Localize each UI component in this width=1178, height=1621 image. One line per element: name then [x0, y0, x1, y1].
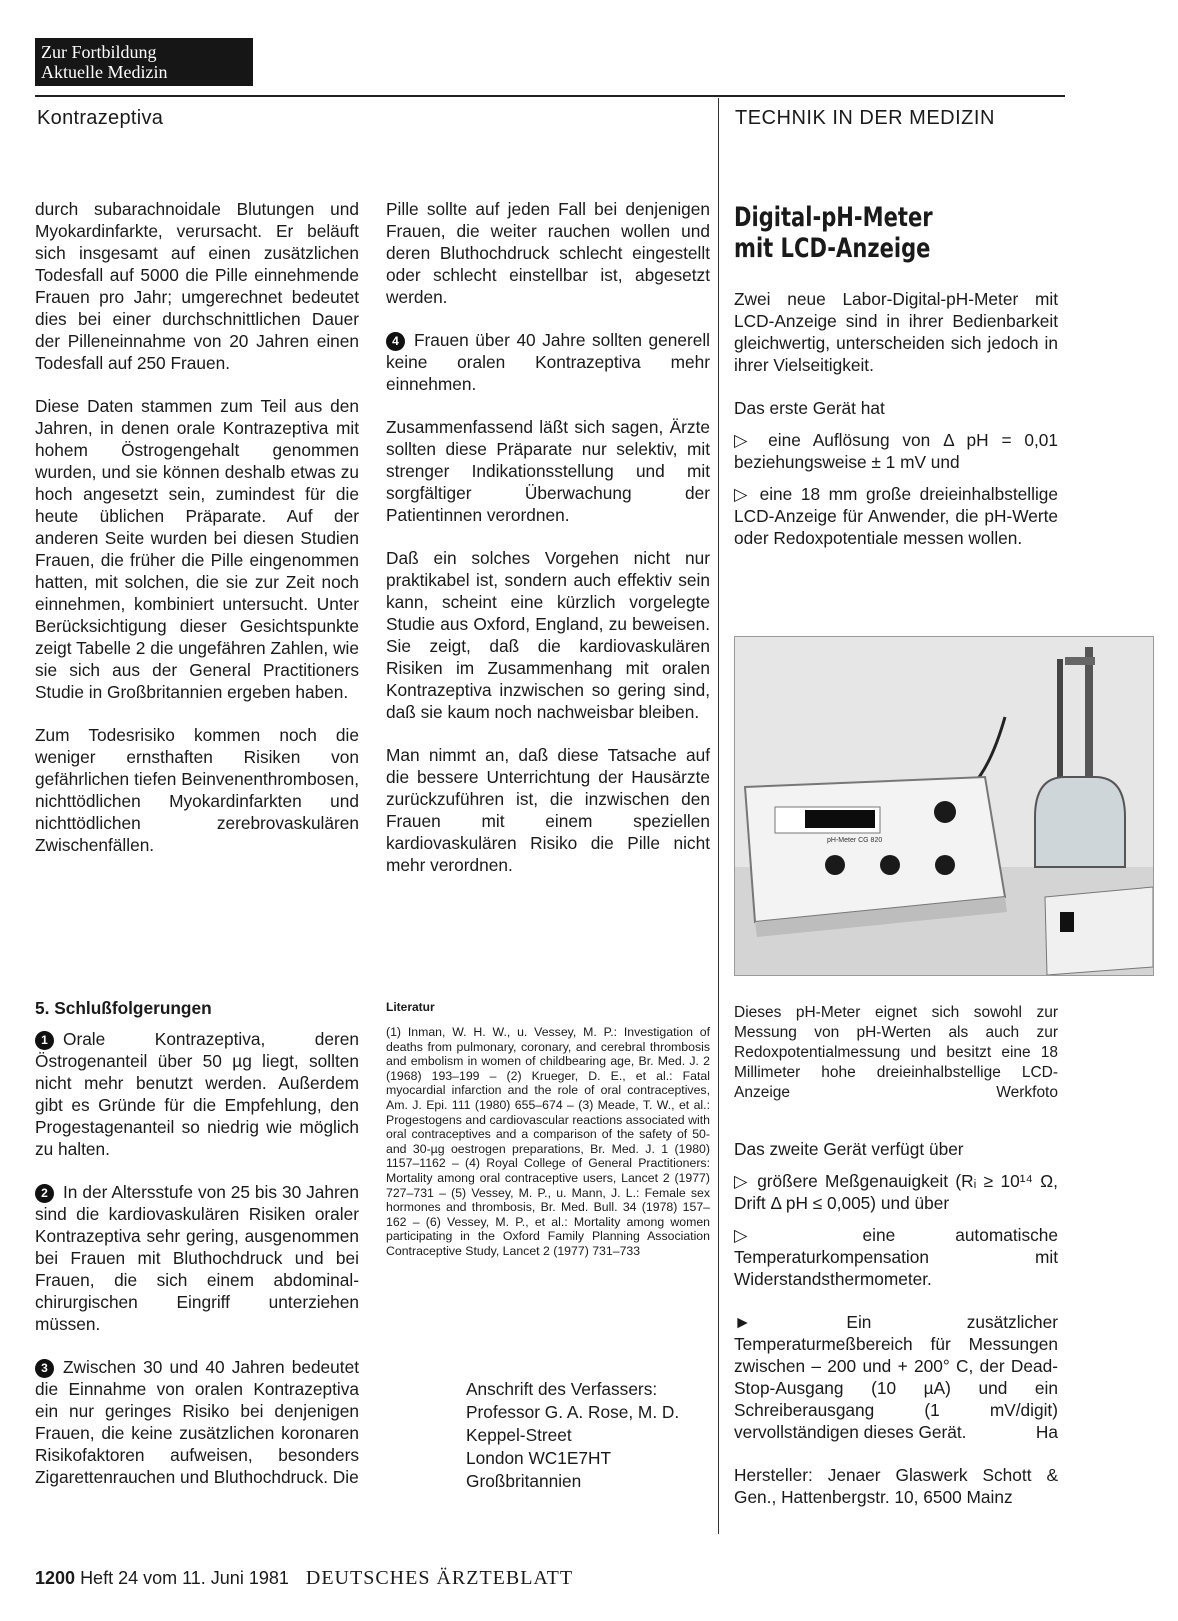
author-address: Anschrift des Verfassers: Professor G. A. Rose, M. D. Keppel-Street London WC1E7HT Großbritannien [466, 1379, 680, 1491]
paragraph: durch subarachnoidale Blutungen und Myokardinfarkte, verursacht. Er beläuft sich insgesamt auf einen zusätzlichen Todesfall auf 5000 die Pille einnehmende Frauen pro Jahr; umgerechnet bedeutet dies bei einer durchschnittlichen Dauer der Pilleneinnahme von 20 Jahren einen Todesfall auf 250 Frauen. [35, 199, 359, 373]
ph-meter-illustration [735, 637, 1153, 975]
bullet-item: ► Ein zusätzlicher Temperaturmeßbereich für Messungen zwischen – 200 und + 200° C, der Dead-Stop-Ausgang (10 µA) und ein Schreiberausgang (1 mV/digit) vervollständigen dieses Gerät. Ha [734, 1312, 1058, 1442]
number-badge: 3 [35, 1359, 54, 1378]
number-badge: 4 [386, 332, 405, 351]
bullet-item: ▷ eine automatische Temperaturkompensation mit Widerstandsthermometer. [734, 1225, 1058, 1289]
conclusion-item-1: 1 Orale Kontrazeptiva, deren Östrogenanteil über 50 µg liegt, sollten nicht mehr benutzt werden. Außerdem gibt es Gründe für die Empfehlung, den Progestagenanteil so niedrig wie möglich zu halten. [35, 1029, 359, 1159]
conclusion-item-2: 2 In der Altersstufe von 25 bis 30 Jahren sind die kardiovaskulären Risiken oraler Kontrazeptiva sehr gering, ausgenommen bei Frauen mit Bluthochdruck und bei Frauen, die sich einem abdominal-chirurgischen Eingriff unterziehen müssen. [35, 1182, 359, 1334]
column-divider [718, 98, 719, 1534]
photo-credit: Werkfoto [996, 1084, 1058, 1101]
paragraph: Diese Daten stammen zum Teil aus den Jahren, in denen orale Kontrazeptiva mit hohem Östrogengehalt genommen wurden, und sie können deshalb etwas zu hoch angesetzt sein, zumindest für die heute üblichen Präparate. Auf der anderen Seite wurden bei diesen Studien Frauen, die früher die Pille eingenommen hatten, mit solchen, die sie zur Zeit noch einnehmen, kombiniert untersucht. Unter Berücksichtigung dieser Gesichtspunkte zeigt Tabelle 2 die ungefähren Zahlen, wie sie sich aus der General Practitioners Studie in Großbritannien ergeben haben. [35, 396, 359, 702]
section-title-left: Kontrazeptiva [37, 107, 164, 129]
page-footer [35, 1567, 573, 1590]
paragraph: Man nimmt an, daß diese Tatsache auf die bessere Unterrichtung der Hausärzte zurückzuführen ist, die inzwischen den Frauen mit einem speziellen kardiovaskulären Risiko die Pille nicht mehr verordnen. [386, 745, 710, 875]
literature-list: (1) Inman, W. H. W., u. Vessey, M. P.: Investigation of deaths from pulmonary, coronary, and cerebral thrombosis and embolism in women of childbearing age, Br. Med. J. 2 (1968) 193–199 – (2) Krueger, D. E., et al.: Fatal myocardial infarction and the role of oral contraceptives, Am. J. Epi. 111 (1980) 655–674 – (3) Meade, T. W., et al.: Progestogens and cardiovascular reactions associated with oral contraceptives and a comparison of the safety of 50- and 30-µg oestrogen preparations, Br. Med. J. 1 (1980) 1157–1162 – (4) Royal College of General Practitioners: Mortality among oral contraceptive users, Lancet 2 (1977) 727–731 – (5) Vessey, M. P., u. Mann, J. L.: Female sex hormones and thrombosis, Br. Med. Bull. 34 (1978) 157–162 – (6) Vessey, M. P., et al.: Mortality among women participating in the Oxford Family Planning Association Contraceptive Study, Lancet 2 (1977) 731–733 [386, 1025, 710, 1258]
photo-caption: Dieses pH-Meter eignet sich sowohl zur Messung von pH-Werten als auch zur Redoxpotentialmessung und besitzt eine 18 Millimeter hohe dreieinhalbstellige LCD-Anzeige Werkfoto [734, 1004, 1058, 1101]
paragraph: Das zweite Gerät verfügt über [734, 1139, 964, 1159]
conclusion-item-4: 4 Frauen über 40 Jahre sollten generell keine oralen Kontrazeptiva mehr einnehmen. [386, 330, 710, 394]
paragraph: Zwei neue Labor-Digital-pH-Meter mit LCD-Anzeige sind in ihrer Bedienbarkeit gleichwertig, unterscheiden sich jedoch in ihrer Vielseitigkeit. [734, 289, 1058, 375]
journal-name: DEUTSCHES ÄRZTEBLATT [305, 1567, 574, 1589]
column-3 [734, 288, 1058, 570]
bullet-item: ▷ eine 18 mm große dreieinhalbstellige LCD-Anzeige für Anwender, die pH-Werte oder Redoxpotentiale messen wollen. [734, 484, 1058, 548]
number-badge: 2 [35, 1184, 54, 1203]
literature-heading: Literatur [386, 1000, 435, 1014]
number-badge: 1 [35, 1031, 54, 1050]
paragraph: Zum Todesrisiko kommen noch die weniger ernsthaften Risiken von gefährlichen tiefen Beinvenenthrombosen, nichttödlichen Myokardinfarkten und nichttödlichen zerebrovaskulären Zwischenfällen. [35, 725, 359, 855]
column-2 [386, 198, 710, 897]
paragraph: Das erste Gerät hat [734, 398, 885, 418]
ph-meter-photo [734, 636, 1154, 976]
manufacturer-info: Hersteller: Jenaer Glaswerk Schott & Gen., Hattenbergstr. 10, 6500 Mainz [734, 1465, 1058, 1507]
paragraph: Pille sollte auf jeden Fall bei denjenigen Frauen, die weiter rauchen wollen und deren Bluthochdruck schlecht eingestellt oder schlecht einstellbar ist, abgesetzt werden. [386, 199, 710, 307]
conclusion-item-3: 3 Zwischen 30 und 40 Jahren bedeutet die Einnahme von oralen Kontrazeptiva ein nur geringes Risiko bei denjenigen Frauen, die keine zusätzlichen koronaren Risikofaktoren aufweisen, besonders Zigarettenrauchen und Bluthochdruck. Die [35, 1357, 359, 1487]
page-number: 1200 [35, 1568, 76, 1588]
bullet-item: ▷ eine Auflösung von Δ pH = 0,01 beziehungsweise ± 1 mV und [734, 430, 1058, 472]
author-initials: Ha [1035, 1422, 1058, 1442]
bullet-item: ▷ größere Meßgenauigkeit (Rᵢ ≥ 10¹⁴ Ω, Drift Δ pH ≤ 0,005) und über [734, 1171, 1058, 1213]
device-label: pH-Meter CG 820 [827, 837, 883, 844]
section-heading: 5. Schlußfolgerungen [35, 998, 212, 1018]
section-label-box [35, 38, 253, 86]
column-1 [35, 198, 359, 877]
article-headline: Digital-pH-Meter mit LCD-Anzeige [734, 202, 933, 264]
paragraph: Daß ein solches Vorgehen nicht nur praktikabel ist, sondern auch effektiv sein kann, scheint eine kürzlich vorgelegte Studie aus Oxford, England, zu beweisen. Sie zeigt, daß die kardiovaskulären Risiken im Zusammenhang mit oralen Kontrazeptiva inzwischen so gering sind, daß sie kaum noch nachweisbar bleiben. [386, 548, 710, 722]
section-title-right: TECHNIK IN DER MEDIZIN [735, 107, 995, 129]
paragraph: Zusammenfassend läßt sich sagen, Ärzte sollten diese Präparate nur selektiv, mit strenger Indikationsstellung und mit sorgfältiger Überwachung der Patientinnen verordnen. [386, 417, 710, 525]
column-3-lower [734, 1138, 1058, 1529]
issue-info: Heft 24 vom 11. Juni 1981 [80, 1568, 289, 1588]
conclusions [35, 1028, 359, 1509]
top-rule [35, 95, 1065, 97]
label-line-1: Zur Fortbildung [41, 42, 157, 62]
label-line-2: Aktuelle Medizin [41, 62, 168, 82]
